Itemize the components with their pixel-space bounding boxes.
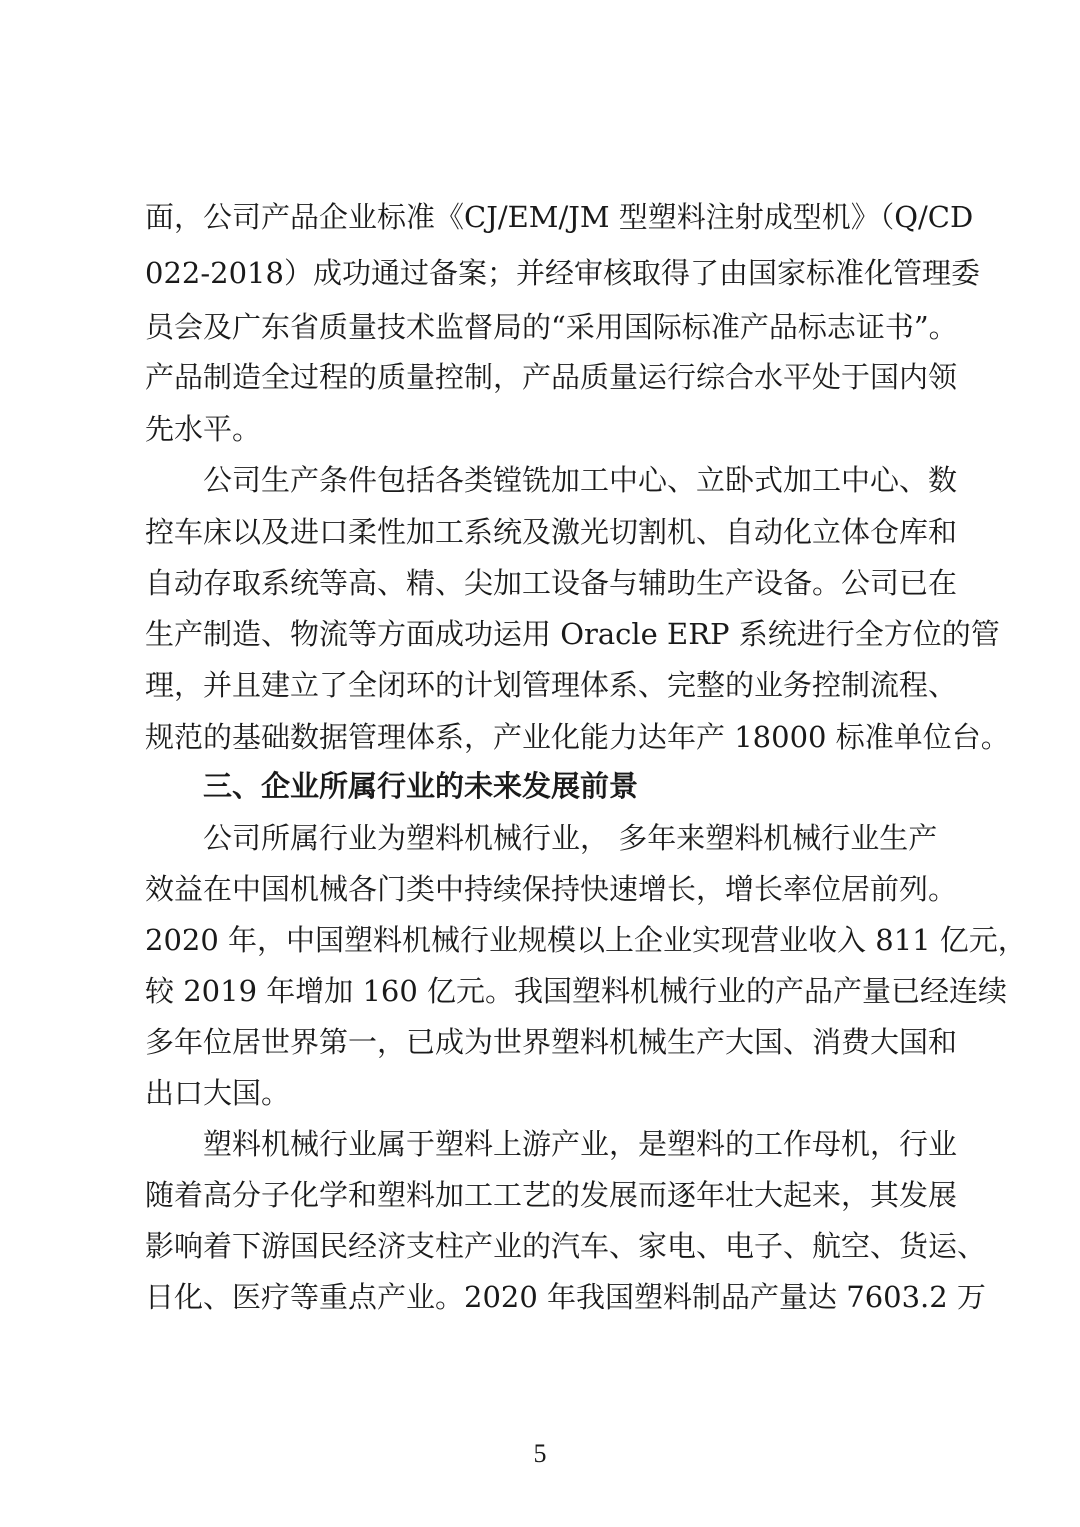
paragraph2-line-2: 控车床以及进口柔性加工系统及激光切割机、自动化立体仓库和 — [145, 515, 958, 549]
paragraph3-line-3: 2020 年，中国塑料机械行业规模以上企业实现营业收入 811 亿元， — [145, 923, 1027, 957]
paragraph3-line-6: 出口大国。 — [145, 1076, 291, 1110]
paragraph4-line-3: 影响着下游国民经济支柱产业的汽车、家电、电子、航空、货运、 — [145, 1229, 987, 1263]
paragraph1-line-4: 产品制造全过程的质量控制，产品质量运行综合水平处于国内领 — [145, 360, 958, 394]
paragraph2-line-3: 自动存取系统等高、精、尖加工设备与辅助生产设备。公司已在 — [145, 566, 958, 600]
paragraph2-line-6: 规范的基础数据管理体系，产业化能力达年产 18000 标准单位台。 — [145, 720, 1010, 754]
section-heading: 三、企业所属行业的未来发展前景 — [203, 769, 639, 803]
paragraph2-line-5: 理，并且建立了全闭环的计划管理体系、完整的业务控制流程、 — [145, 668, 958, 702]
paragraph4-line-2: 随着高分子化学和塑料加工工艺的发展而逐年壮大起来，其发展 — [145, 1178, 958, 1212]
paragraph1-line-5: 先水平。 — [145, 412, 262, 446]
paragraph3-line-5: 多年位居世界第一，已成为世界塑料机械生产大国、消费大国和 — [145, 1025, 958, 1059]
paragraph2-line-1: 公司生产条件包括各类镗铣加工中心、立卧式加工中心、数 — [203, 463, 958, 497]
paragraph3-line-2: 效益在中国机械各门类中持续保持快速增长，增长率位居前列。 — [145, 872, 958, 906]
paragraph3-line-4: 较 2019 年增加 160 亿元。我国塑料机械行业的产品产量已经连续 — [145, 974, 1008, 1008]
paragraph2-line-4: 生产制造、物流等方面成功运用 Oracle ERP 系统进行全方位的管 — [145, 617, 1000, 651]
page-number: 5 — [533, 1439, 547, 1468]
paragraph4-line-1: 塑料机械行业属于塑料上游产业，是塑料的工作母机，行业 — [203, 1127, 958, 1161]
paragraph1-line-2: 022-2018）成功通过备案；并经审核取得了由国家标准化管理委 — [145, 256, 980, 290]
paragraph1-line-3: 员会及广东省质量技术监督局的“采用国际标准产品标志证书”。 — [145, 310, 958, 344]
paragraph4-line-4: 日化、医疗等重点产业。2020 年我国塑料制品产量达 7603.2 万 — [145, 1280, 986, 1314]
paragraph1-line-1: 面，公司产品企业标准《CJ/EM/JM 型塑料注射成型机》（Q/CD — [145, 200, 974, 234]
paragraph3-line-1: 公司所属行业为塑料机械行业， 多年来塑料机械行业生产 — [203, 821, 938, 855]
